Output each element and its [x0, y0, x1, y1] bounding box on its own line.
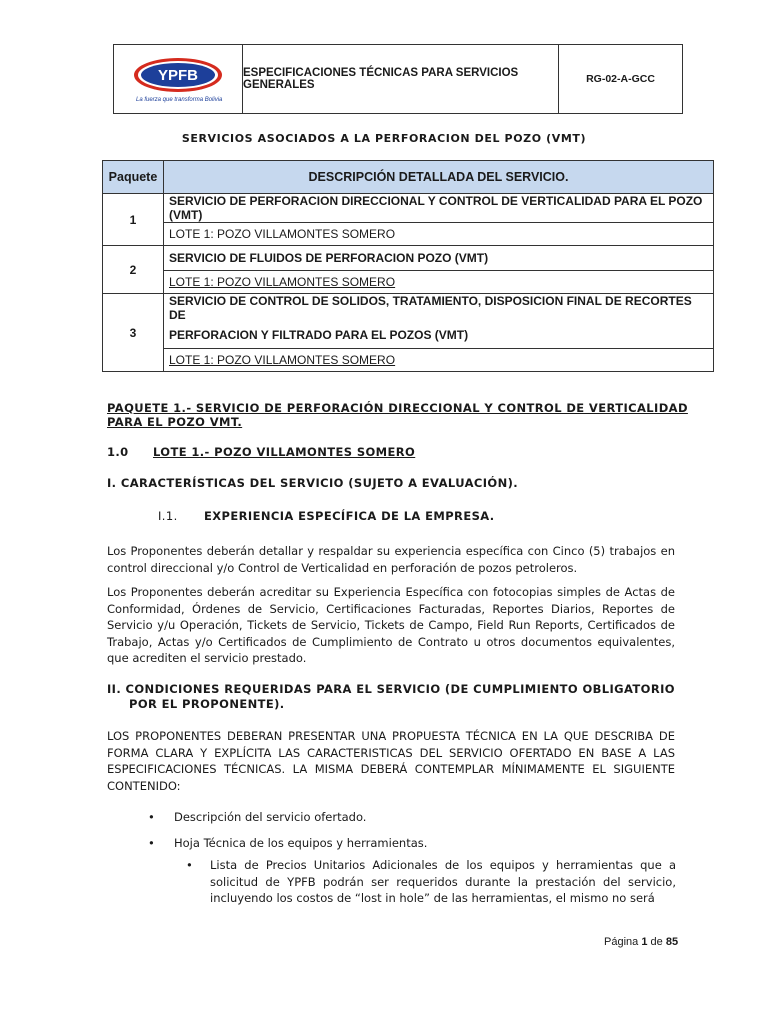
- services-table: [102, 160, 714, 372]
- col-paquete: Paquete: [103, 161, 164, 194]
- table-row: [103, 322, 714, 349]
- paragraph: LOS PROPONENTES DEBERAN PRESENTAR UNA PROPUESTA TÉCNICA EN LA QUE DESCRIBA DE FORMA CLARA Y EXPLÍCITA LAS CARACTERISTICAS DEL SERVICIO OFERTADO EN BASE A LAS ESPECIFICACIONES TÉCNICAS. LA MISMA DEBERÁ CONTEMPLAR MÍNIMAMENTE EL SIGUIENTE CONTENIDO:: [107, 729, 675, 793]
- bullet-list: [148, 809, 674, 851]
- col-descripcion: DESCRIPCIÓN DETALLADA DEL SERVICIO.: [164, 161, 714, 194]
- package-number: 3: [103, 294, 164, 372]
- logo-cell: [114, 45, 243, 113]
- table-row: [103, 349, 714, 372]
- table-row: [103, 223, 714, 246]
- paquete-heading: PAQUETE 1.- SERVICIO DE PERFORACIÓN DIRECCIONAL Y CONTROL DE VERTICALIDAD PARA EL POZO VMT.: [107, 401, 688, 429]
- service-description-line2: PERFORACION Y FILTRADO PARA EL POZOS (VMT): [164, 322, 714, 349]
- table-row: [103, 194, 714, 223]
- table-row: [103, 294, 714, 323]
- sub-bullet-item: • Lista de Precios Unitarios Adicionales de los equipos y herramientas que a solicitud de YPFB podrán ser requeridos durante la prestación del servicio, incluyendo los costos de “lost in hole” de las herramientas, el mismo no será: [186, 858, 676, 905]
- section-title: SERVICIOS ASOCIADOS A LA PERFORACION DEL POZO (VMT): [181, 132, 587, 145]
- lote-label: LOTE 1: POZO VILLAMONTES SOMERO: [164, 349, 714, 372]
- package-number: 1: [103, 194, 164, 246]
- subsection-1-1: I.1. EXPERIENCIA ESPECÍFICA DE LA EMPRESA.: [158, 509, 495, 523]
- service-description-line1: SERVICIO DE CONTROL DE SOLIDOS, TRATAMIENTO, DISPOSICION FINAL DE RECORTES DE: [164, 294, 714, 323]
- service-description: SERVICIO DE PERFORACION DIRECCIONAL Y CONTROL DE VERTICALIDAD PARA EL POZO (VMT): [164, 194, 714, 223]
- table-row: [103, 246, 714, 271]
- page-footer: Página 1 de 85: [604, 936, 679, 948]
- package-number: 2: [103, 246, 164, 294]
- document-header: [113, 44, 683, 114]
- document-title: ESPECIFICACIONES TÉCNICAS PARA SERVICIOS GENERALES: [243, 45, 559, 113]
- lote-label: LOTE 1: POZO VILLAMONTES SOMERO: [164, 223, 714, 246]
- document-code: RG-02-A-GCC: [586, 73, 655, 85]
- paragraph: Los Proponentes deberán acreditar su Experiencia Específica con fotocopias simples de Actas de Conformidad, Órdenes de Servicio, Certificaciones Facturadas, Reportes Diarios, Reportes de Servicio y/u Operación, Tickets de Servicio, Tickets de Campo, Field Run Reports, Certificados de Trabajo, Actas y/o Certificados de Cumplimiento de Contrato u otros documentos equivalentes, que acrediten el servicio prestado.: [107, 585, 675, 665]
- logo-tagline: La fuerza que transforma Bolivia: [136, 97, 223, 103]
- table-row: [103, 271, 714, 294]
- list-item: • Hoja Técnica de los equipos y herramientas.: [148, 835, 428, 850]
- list-item: • Descripción del servicio ofertado.: [148, 810, 367, 824]
- section-i-heading: I. CARACTERÍSTICAS DEL SERVICIO (SUJETO A EVALUACIÓN).: [107, 476, 519, 490]
- lote-heading: 1.0 LOTE 1.- POZO VILLAMONTES SOMERO: [107, 445, 416, 459]
- svg-text:YPFB: YPFB: [157, 67, 199, 84]
- lote-label: LOTE 1: POZO VILLAMONTES SOMERO: [164, 271, 714, 294]
- service-description: SERVICIO DE FLUIDOS DE PERFORACION POZO (VMT): [164, 246, 714, 271]
- paragraph: Los Proponentes deberán detallar y respaldar su experiencia específica con Cinco (5) trabajos en control direccional y/o Control de Verticalidad en perforación de pozos petroleros.: [107, 544, 675, 575]
- section-ii-heading: II. CONDICIONES REQUERIDAS PARA EL SERVICIO (DE CUMPLIMIENTO OBLIGATORIO POR EL PROPONENTE).: [107, 682, 675, 711]
- table-header-row: [103, 161, 714, 194]
- ypfb-logo: [132, 55, 224, 95]
